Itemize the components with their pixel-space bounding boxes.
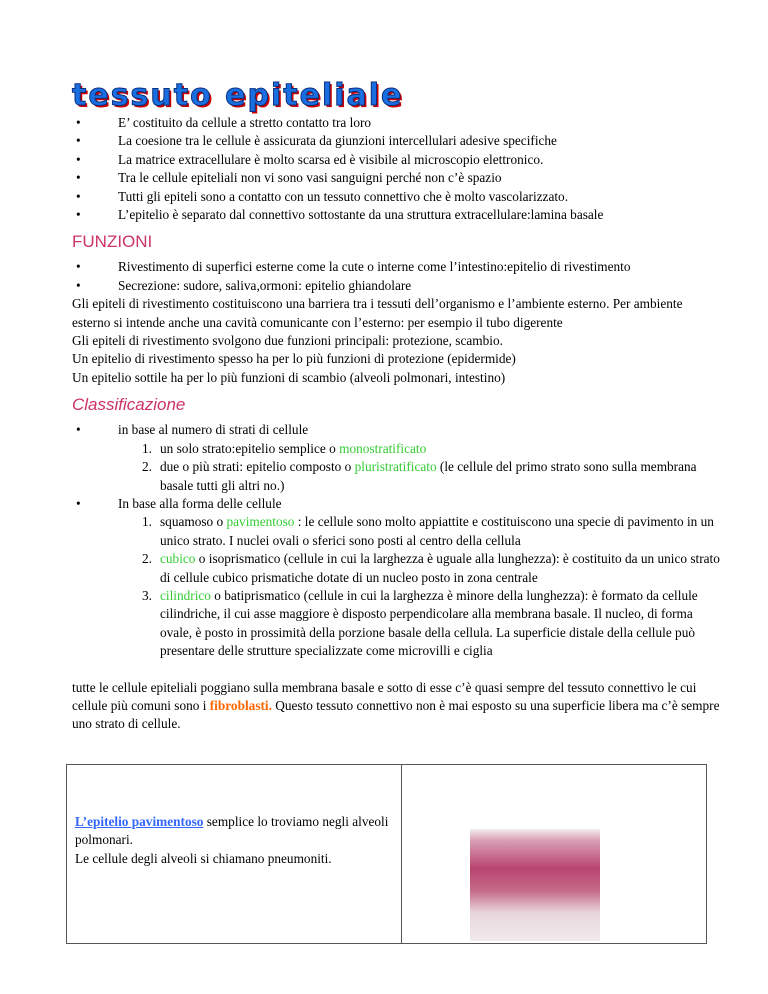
list-item: • E’ costituito da cellule a stretto contatto tra loro [72,114,722,132]
list-item: • Secrezione: sudore, saliva,ormoni: epitelio ghiandolare [72,277,722,295]
numbered-item: 1. squamoso o pavimentoso : le cellule sono molto appiattite e costituiscono una specie di pavimento in un unico strato. I nuclei ovali o sferici sono posti al centro della cellula [142,514,714,548]
paragraph: Un epitelio di rivestimento spesso ha per lo più funzioni di protezione (epidermide) [72,351,516,367]
classificazione-heading: Classificazione [72,395,186,415]
list-item: • La coesione tra le cellule è assicurata da giunzioni intercellulari adesive specifiche [72,132,722,150]
list-item: • Tutti gli epiteli sono a contatto con un tessuto connettivo che è molto vascolarizzato. [72,188,722,206]
numbered-item: 2. due o più strati: epitelio composto o pluristratificato (le cellule del primo strato sono sulla membrana basale tutti gli altri no.) [142,459,697,493]
list-item: • Tra le cellule epiteliali non vi sono vasi sanguigni perché non c’è spazio [72,169,722,187]
epitelio-pavimentoso-link[interactable]: L’epitelio pavimentoso [75,813,204,829]
numbered-item: 2. cubico o isoprismatico (cellule in cui la larghezza è uguale alla lunghezza): è costituito da un unico strato di cellule cubico prismatiche dotate di un nucleo posto in zona centrale [142,551,720,585]
example-table [66,764,707,944]
cell-text: semplice lo troviamo negli alveoli polmonari. [75,813,389,848]
epithelium-micrograph [470,829,600,941]
paragraph: Gli epiteli di rivestimento costituiscono una barriera tra i tessuti dell’organismo e l’ambiente esterno. Per ambiente esterno si intende anche una cavità comunicante con l’esterno: per esempio il tubo digerente [72,296,683,330]
classificazione-list [72,421,722,660]
title-wordart: tessuto epiteliale [72,78,404,113]
funzioni-heading: FUNZIONI [72,232,153,252]
list-item: • Rivestimento di superfici esterne come la cute o interne come l’intestino:epitelio di rivestimento [72,258,722,276]
text-cell [67,764,402,943]
image-cell [402,764,707,943]
cell-text: Le cellule degli alveoli si chiamano pneumoniti. [75,850,332,866]
numbered-item: 1. un solo strato:epitelio semplice o monostratificato [142,440,427,456]
paragraph: Un epitelio sottile ha per lo più funzioni di scambio (alveoli polmonari, intestino) [72,369,506,385]
funzioni-paragraphs [72,295,722,387]
list-item [72,421,722,495]
list-item: • L’epitelio è separato dal connettivo sottostante da una struttura extracellulare:lamina basale [72,206,722,224]
list-item: • La matrice extracellulare è molto scarsa ed è visibile al microscopio elettronico. [72,151,722,169]
paragraph: Gli epiteli di rivestimento svolgono due funzioni principali: protezione, scambio. [72,333,503,349]
funzioni-list [72,258,722,295]
numbered-item: 3. cilindrico o batiprismatico (cellule in cui la larghezza è minore della lunghezza): è formato da cellule cilindriche, il cui asse maggiore è disposto perpendicolare alla membrana basale. Il nucleo, di forma ovale, è posto in prossimità della porzione basale della cellula. La superficie distale della cellule può presentare delle strutture specializzate come microvilli e ciglia [142,587,698,659]
item-text: in base al numero di strati di cellule [118,422,309,438]
intro-list [72,114,722,224]
item-text: In base alla forma delle cellule [118,495,282,511]
list-item [72,495,722,661]
closing-paragraph: tutte le cellule epiteliali poggiano sulla membrana basale e sotto di esse c’è quasi sempre del tessuto connettivo le cui cellule più comuni sono i fibroblasti. Questo tessuto connettivo non è mai esposto su una superficie libera ma c’è sempre uno strato di cellule. [72,679,720,732]
